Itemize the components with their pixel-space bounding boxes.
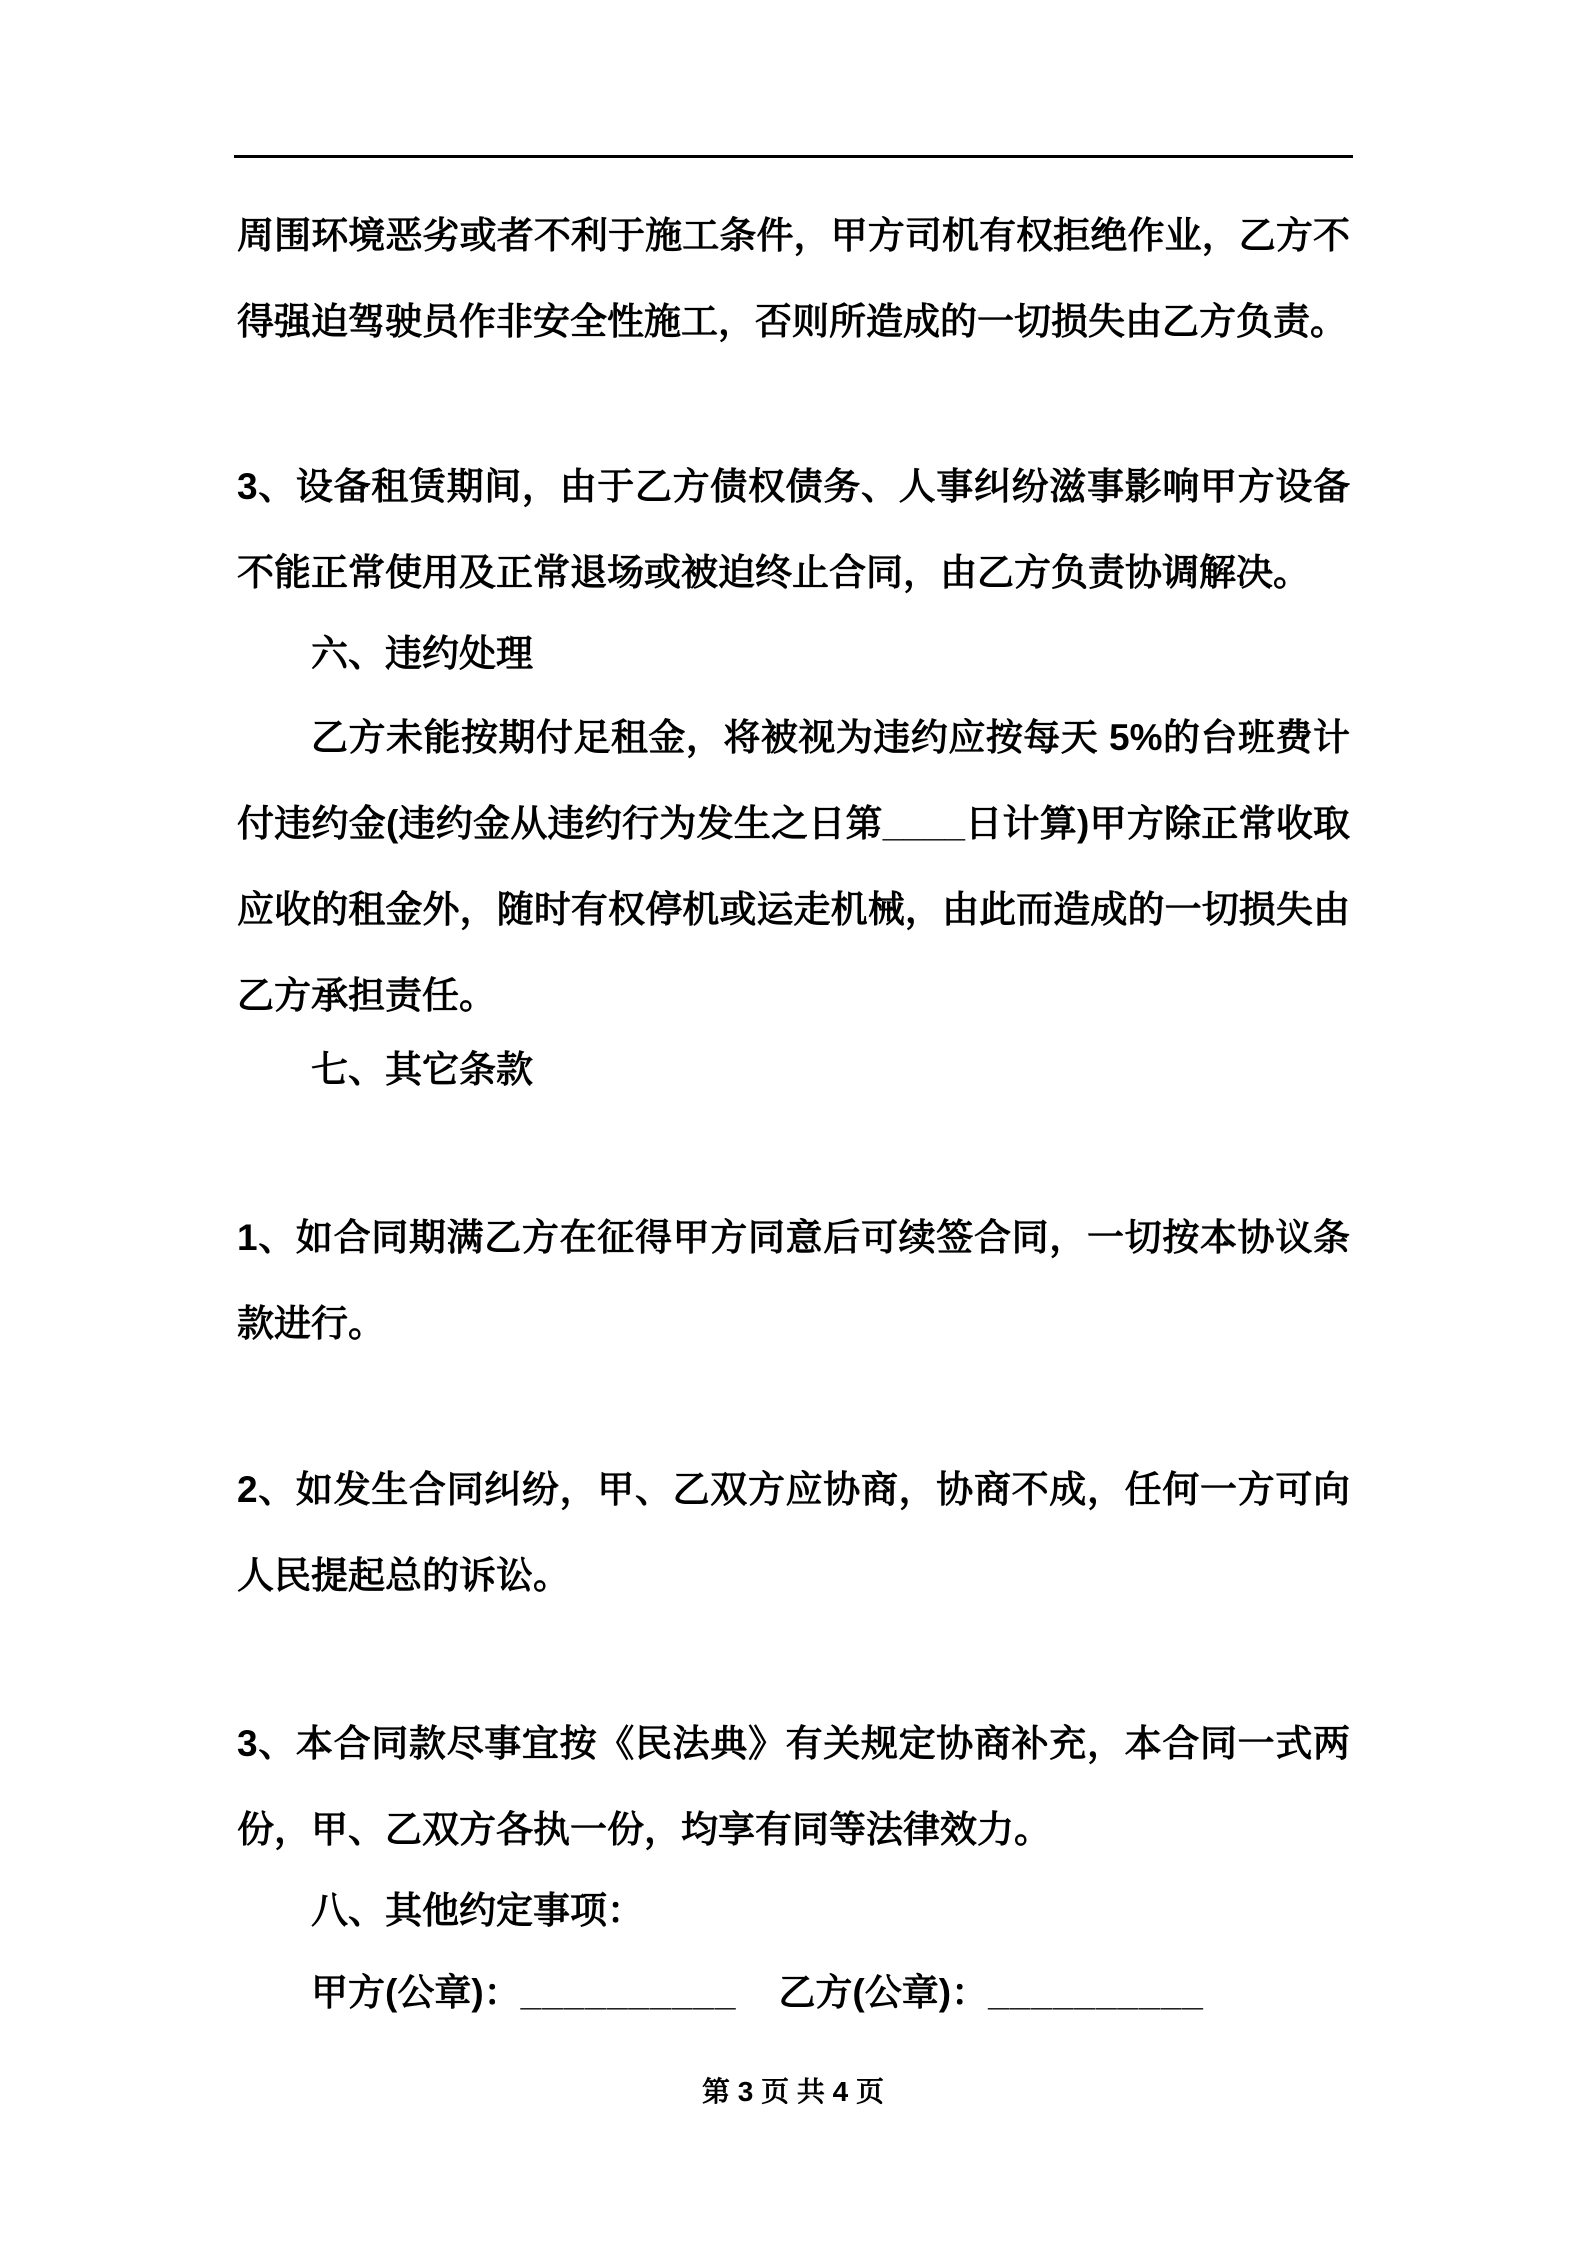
party-a-seal-blank: __________	[520, 1972, 737, 2013]
heading-section-8-other-agreed-matters: 八、其他约定事项：	[311, 1890, 644, 1931]
page-number-footer: 第 3 页 共 4 页	[701, 2076, 885, 2107]
paragraph-breach-penalty: 乙方未能按期付足租金，将被视为违约应按每天 5%的台班费计付违约金(违约金从违约行为发生之日第____日计算)甲方除正常收取应收的租金外，随时有权停机或运走机械，由此而造成的一切损失由乙方承担责任。	[237, 717, 1350, 1016]
header-rule	[234, 155, 1353, 158]
signature-line	[237, 1950, 1350, 2036]
paragraph-clause-3-lease-period: 3、设备租赁期间，由于乙方债权债务、人事纠纷滋事影响甲方设备不能正常使用及正常退场或被迫终止合同，由乙方负责协调解决。	[237, 466, 1350, 593]
paragraph-safety-continuation: 周围环境恶劣或者不利于施工条件，甲方司机有权拒绝作业，乙方不得强迫驾驶员作非安全性施工，否则所造成的一切损失由乙方负责。	[237, 215, 1350, 342]
party-b-seal-label: 乙方(公章)：	[778, 1972, 989, 2013]
paragraph-other-terms-3-civil-code: 3、本合同款尽事宜按《民法典》有关规定协商补充，本合同一式两份，甲、乙双方各执一份，均享有同等法律效力。	[237, 1723, 1350, 1850]
paragraph-other-terms-1-renewal: 1、如合同期满乙方在征得甲方同意后可续签合同，一切按本协议条款进行。	[237, 1217, 1350, 1344]
party-b-seal-blank: __________	[988, 1972, 1204, 2013]
heading-section-7-other-terms: 七、其它条款	[311, 1049, 533, 1090]
party-a-seal-label: 甲方(公章)：	[311, 1972, 521, 2013]
heading-section-6-breach-handling: 六、违约处理	[311, 633, 533, 674]
paragraph-other-terms-2-dispute: 2、如发生合同纠纷，甲、乙双方应协商，协商不成，任何一方可向人民提起总的诉讼。	[237, 1469, 1350, 1596]
